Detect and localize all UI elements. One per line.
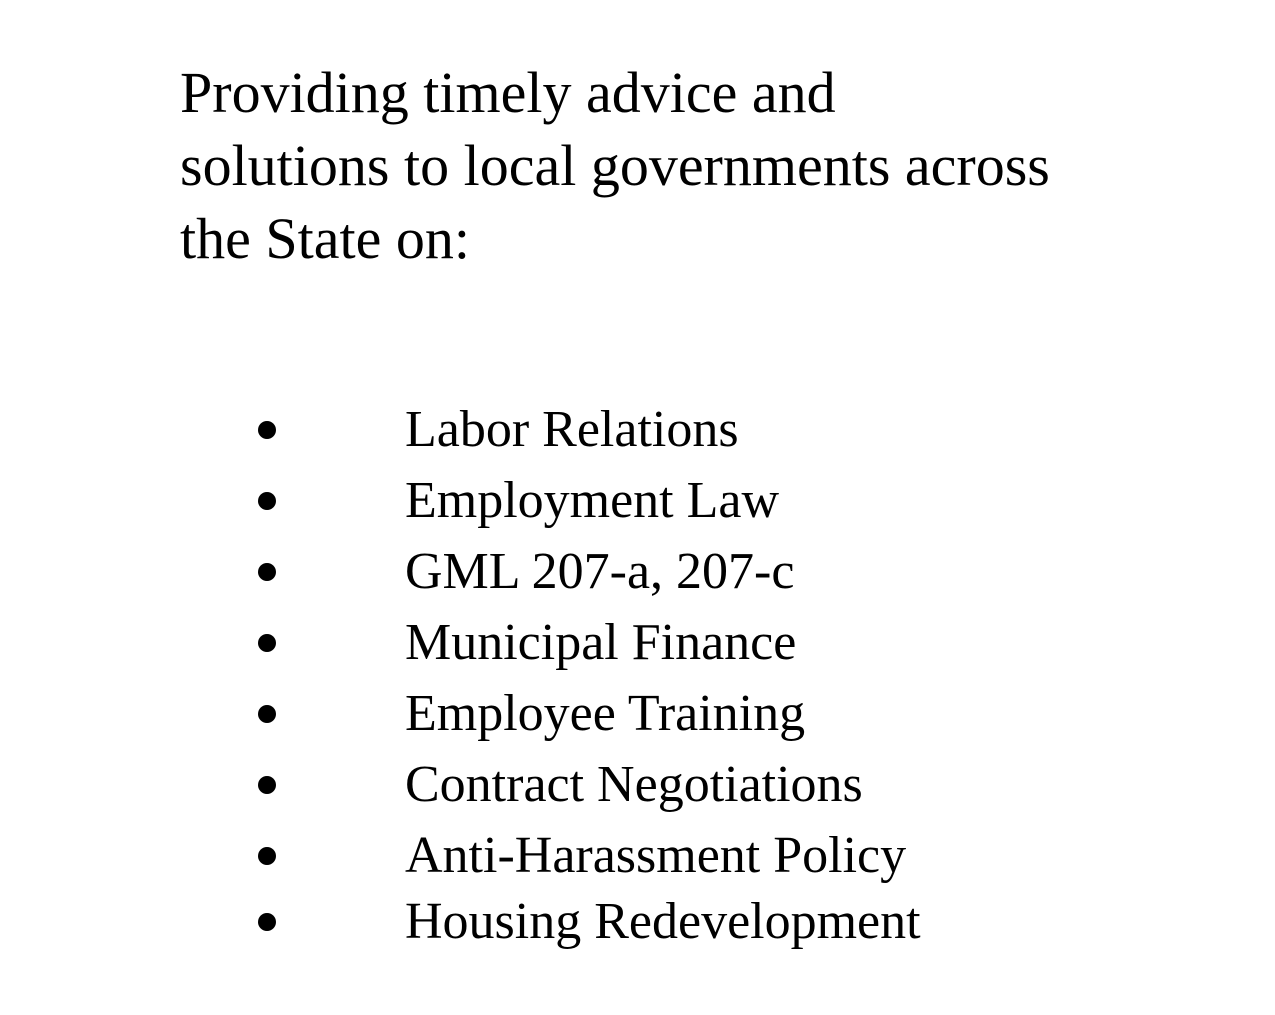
bullet-icon [258, 776, 276, 794]
service-label: Employment Law [405, 472, 780, 529]
intro-line: Providing timely advice and [180, 60, 836, 125]
bullet-icon [258, 563, 276, 581]
list-item [0, 755, 1275, 815]
bullet-icon [258, 492, 276, 510]
bullet-icon [258, 634, 276, 652]
list-item [0, 826, 1275, 886]
service-label: Housing Redevelopment [405, 893, 921, 950]
bullet-icon [258, 847, 276, 865]
bullet-icon [258, 913, 276, 931]
service-label: GML 207-a, 207-c [405, 543, 795, 600]
bullet-icon [258, 421, 276, 439]
list-item [0, 400, 1275, 460]
list-item [0, 684, 1275, 744]
service-label: Municipal Finance [405, 614, 797, 671]
bullet-icon [258, 705, 276, 723]
list-item [0, 471, 1275, 531]
intro-line: the State on: [180, 206, 470, 271]
list-item [0, 892, 1275, 952]
service-label: Anti-Harassment Policy [405, 827, 907, 884]
service-label: Labor Relations [405, 401, 739, 458]
service-label: Employee Training [405, 685, 806, 742]
service-label: Contract Negotiations [405, 756, 863, 813]
intro-line: solutions to local governments across [180, 133, 1050, 198]
list-item [0, 613, 1275, 673]
list-item [0, 542, 1275, 602]
